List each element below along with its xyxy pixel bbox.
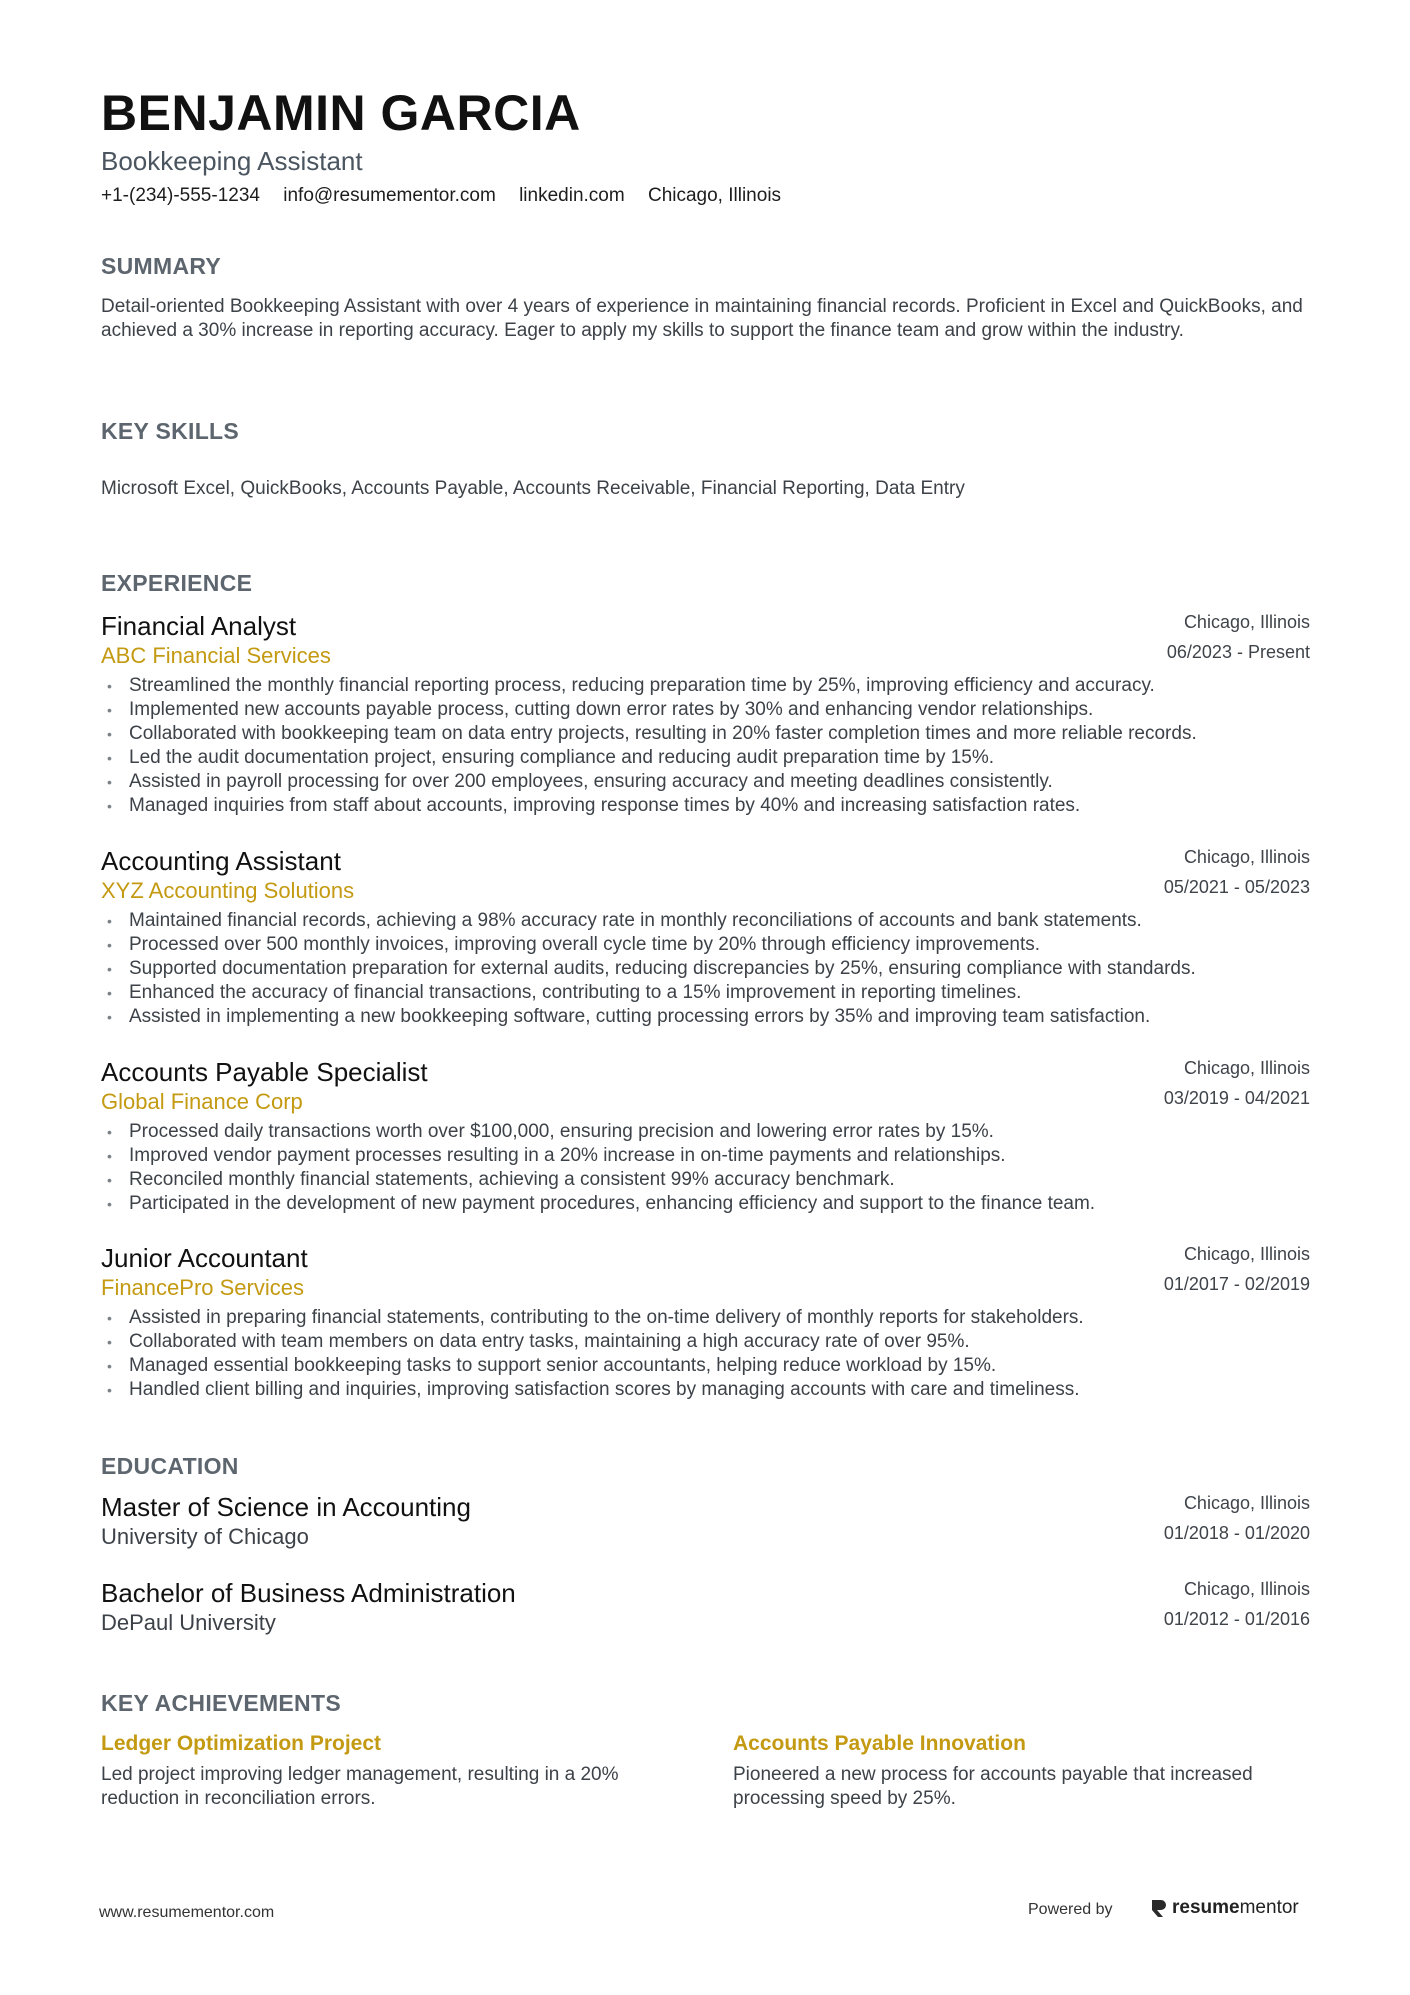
achievements-heading: KEY ACHIEVEMENTS (101, 1690, 341, 1716)
job-title: Accounts Payable Specialist (101, 1057, 428, 1087)
edu-school: DePaul University (101, 1610, 276, 1635)
location: Chicago, Illinois (647, 185, 782, 206)
list-item: • Processed daily transactions worth over $100,000, ensuring precision and lowering error rates by 15%. (101, 1120, 1331, 1144)
edu-location: Chicago, Illinois (1183, 1493, 1310, 1513)
list-item: • Collaborated with team members on data entry tasks, maintaining a high accuracy rate of over 95%. (101, 1330, 1331, 1354)
job-location: Chicago, Illinois (1183, 1244, 1310, 1264)
list-item: • Implemented new accounts payable process, cutting down error rates by 30% and enhancing vendor relationships. (101, 698, 1331, 722)
job-location: Chicago, Illinois (1183, 612, 1310, 632)
job-dates: 05/2021 - 05/2023 (1163, 877, 1310, 897)
job-location: Chicago, Illinois (1183, 847, 1310, 867)
list-item: • Supported documentation preparation for external audits, reducing discrepancies by 25%, ensuring compliance with standards. (101, 957, 1331, 981)
skills-heading: KEY SKILLS (101, 418, 240, 444)
achievement-text: Led project improving ledger management, resulting in a 20% reduction in reconciliation errors. (101, 1764, 619, 1809)
list-item: • Reconciled monthly financial statements, achieving a consistent 99% accuracy benchmark. (101, 1168, 1331, 1192)
candidate-name: BENJAMIN GARCIA (101, 85, 581, 141)
job-company: ABC Financial Services (101, 643, 331, 668)
job-title: Financial Analyst (101, 611, 297, 641)
job-bullets (101, 1306, 1331, 1402)
list-item: • Streamlined the monthly financial reporting process, reducing preparation time by 25%, improving efficiency and accuracy. (101, 674, 1331, 698)
resumementor-logo-icon (1150, 1898, 1167, 1918)
edu-degree: Bachelor of Business Administration (101, 1578, 516, 1608)
candidate-role: Bookkeeping Assistant (101, 146, 363, 176)
list-item: • Assisted in implementing a new bookkeeping software, cutting processing errors by 35% and improving team satisfaction. (101, 1005, 1331, 1029)
achievement-text: Pioneered a new process for accounts payable that increased processing speed by 25%. (733, 1764, 1253, 1809)
job-title: Accounting Assistant (101, 846, 341, 876)
list-item: • Processed over 500 monthly invoices, improving overall cycle time by 20% through efficiency improvements. (101, 933, 1331, 957)
footer-url-link[interactable]: www.resumementor.com (99, 1904, 275, 1921)
job-company: FinancePro Services (101, 1275, 304, 1300)
logo-text-regular: mentor (1239, 1897, 1299, 1918)
experience-heading: EXPERIENCE (101, 570, 253, 596)
list-item: • Enhanced the accuracy of financial transactions, contributing to a 15% improvement in reporting timelines. (101, 981, 1331, 1005)
achievement-title: Ledger Optimization Project (101, 1732, 382, 1755)
job-company: XYZ Accounting Solutions (101, 878, 355, 903)
job-bullets (101, 674, 1331, 818)
summary-heading: SUMMARY (101, 253, 222, 279)
job-title: Junior Accountant (101, 1243, 308, 1273)
list-item: • Assisted in payroll processing for over 200 employees, ensuring accuracy and meeting deadlines consistently. (101, 770, 1331, 794)
summary-text: Detail-oriented Bookkeeping Assistant with over 4 years of experience in maintaining financial records. Proficient in Excel and QuickBooks, and achieved a 30% increase in reporting accuracy. Eager to apply my skills to support the finance team and grow within the industry. (101, 296, 1303, 341)
edu-dates: 01/2018 - 01/2020 (1163, 1523, 1310, 1543)
edu-degree: Master of Science in Accounting (101, 1492, 471, 1522)
list-item: • Participated in the development of new payment procedures, enhancing efficiency and support to the finance team. (101, 1192, 1331, 1216)
list-item: • Assisted in preparing financial statements, contributing to the on-time delivery of monthly reports for stakeholders. (101, 1306, 1331, 1330)
edu-dates: 01/2012 - 01/2016 (1163, 1609, 1310, 1629)
list-item: • Improved vendor payment processes resulting in a 20% increase in on-time payments and relationships. (101, 1144, 1331, 1168)
contact-line (101, 185, 799, 207)
list-item: • Managed essential bookkeeping tasks to support senior accountants, helping reduce workload by 15%. (101, 1354, 1331, 1378)
job-company: Global Finance Corp (101, 1089, 303, 1114)
job-dates: 03/2019 - 04/2021 (1163, 1088, 1310, 1108)
skills-text: Microsoft Excel, QuickBooks, Accounts Payable, Accounts Receivable, Financial Reporting, Data Entry (101, 478, 965, 499)
edu-school: University of Chicago (101, 1524, 309, 1549)
email-link[interactable]: info@resumementor.com (283, 185, 496, 206)
list-item: • Led the audit documentation project, ensuring compliance and reducing audit preparation time by 15%. (101, 746, 1331, 770)
job-bullets (101, 1120, 1331, 1216)
edu-location: Chicago, Illinois (1183, 1579, 1310, 1599)
phone: +1-(234)-555-1234 (101, 185, 260, 206)
job-dates: 06/2023 - Present (1166, 642, 1310, 662)
achievement-title: Accounts Payable Innovation (733, 1732, 1026, 1755)
list-item: • Handled client billing and inquiries, improving satisfaction scores by managing accounts with care and timeliness. (101, 1378, 1331, 1402)
logo-text-bold: resume (1172, 1897, 1240, 1918)
education-heading: EDUCATION (101, 1453, 239, 1479)
powered-by-label: Powered by (1028, 1901, 1113, 1918)
job-location: Chicago, Illinois (1183, 1058, 1310, 1078)
job-bullets (101, 909, 1331, 1029)
job-dates: 01/2017 - 02/2019 (1163, 1274, 1310, 1294)
resumementor-logo[interactable] (1150, 1897, 1299, 1919)
list-item: • Managed inquiries from staff about accounts, improving response times by 40% and increasing satisfaction rates. (101, 794, 1331, 818)
list-item: • Collaborated with bookkeeping team on data entry projects, resulting in 20% faster completion times and more reliable records. (101, 722, 1331, 746)
list-item: • Maintained financial records, achieving a 98% accuracy rate in monthly reconciliations of accounts and bank statements. (101, 909, 1331, 933)
linkedin-link[interactable]: linkedin.com (519, 185, 625, 206)
